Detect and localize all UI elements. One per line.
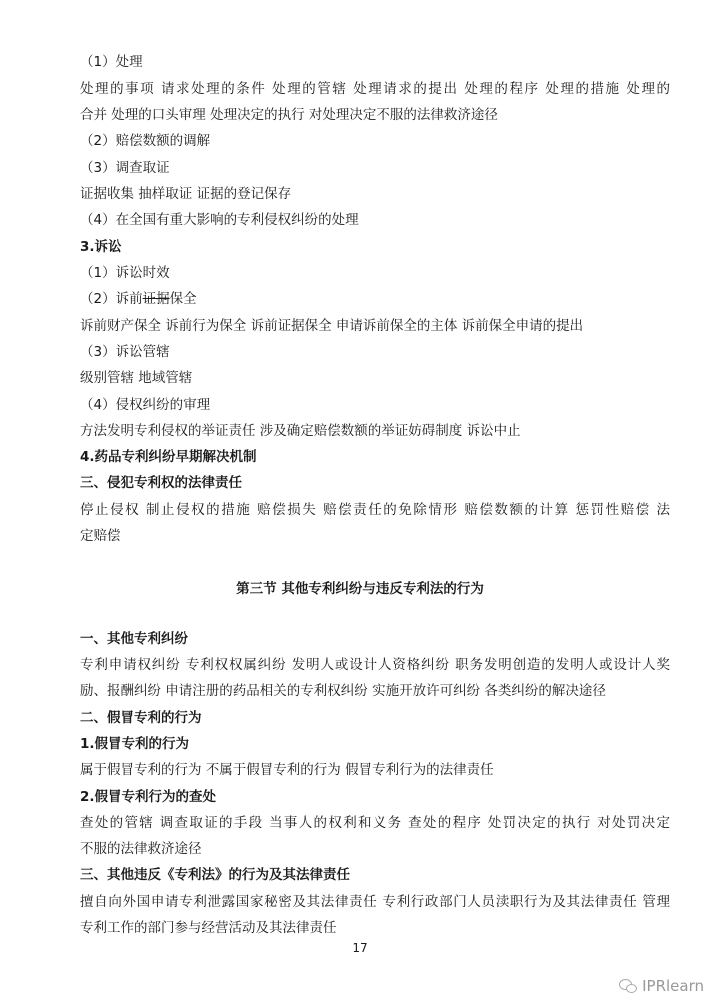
handling-topics-line1: 处理的事项 请求处理的条件 处理的管辖 处理请求的提出 处理的程序 处理的措施 处理的 <box>80 81 670 97</box>
watermark-text: IPRlearn <box>642 977 704 995</box>
liability-topics-line1: 停止侵权 制止侵权的措施 赔偿损失 赔偿责任的免除情形 赔偿数额的计算 惩罚性赔偿 法 <box>80 502 670 518</box>
investigation-topics: 证据收集 抽样取证 证据的登记保存 <box>80 186 292 202</box>
heading-litigation: 3.诉讼 <box>80 239 122 255</box>
item-trial: （4）侵权纠纷的审理 <box>80 397 211 413</box>
handling-topics-line2: 合并 处理的口头审理 处理决定的执行 对处理决定不服的法律救济途径 <box>80 107 498 123</box>
item-pre-litigation-preservation <box>80 290 670 308</box>
preservation-suffix: 保全 <box>169 291 197 307</box>
counterfeit-investigation-line1: 查处的管辖 调查取证的手段 当事人的权利和义务 查处的程序 处罚决定的执行 对处罚决定 <box>80 815 670 831</box>
other-disputes-line2: 励、报酬纠纷 申请注册的药品相关的专利权纠纷 实施开放许可纠纷 各类纠纷的解决途径 <box>80 683 606 699</box>
struck-text: 证据 <box>142 291 170 307</box>
watermark <box>619 977 704 995</box>
item-compensation-mediation: （2）赔偿数额的调解 <box>80 133 211 149</box>
heading-counterfeit: 二、假冒专利的行为 <box>80 710 202 726</box>
item-handling: （1）处理 <box>80 54 143 70</box>
counterfeit-investigation-line2: 不服的法律救济途径 <box>80 841 202 857</box>
heading-counterfeit-investigation: 2.假冒专利行为的查处 <box>80 789 217 805</box>
counterfeit-acts-topics: 属于假冒专利的行为 不属于假冒专利的行为 假冒专利行为的法律责任 <box>80 762 494 778</box>
item-jurisdiction: （3）诉讼管辖 <box>80 344 170 360</box>
trial-topics: 方法发明专利侵权的举证责任 涉及确定赔偿数额的举证妨碍制度 诉讼中止 <box>80 423 521 439</box>
other-violations-line2: 专利工作的部门参与经营活动及其法律责任 <box>80 920 337 936</box>
heading-other-violations: 三、其他违反《专利法》的行为及其法律责任 <box>80 867 350 883</box>
jurisdiction-topics: 级别管辖 地域管辖 <box>80 370 193 386</box>
preservation-topics: 诉前财产保全 诉前行为保全 诉前证据保全 申请诉前保全的主体 诉前保全申请的提出 <box>80 318 584 334</box>
heading-counterfeit-acts: 1.假冒专利的行为 <box>80 736 190 752</box>
other-violations-line1: 擅自向外国申请专利泄露国家秘密及其法律责任 专利行政部门人员渎职行为及其法律责任 管理 <box>80 894 670 910</box>
item-limitation: （1）诉讼时效 <box>80 265 170 281</box>
heading-drug-patent: 4.药品专利纠纷早期解决机制 <box>80 449 257 465</box>
heading-other-disputes: 一、其他专利纠纷 <box>80 631 188 647</box>
liability-topics-line2: 定赔偿 <box>80 528 121 544</box>
section-title: 第三节 其他专利纠纷与违反专利法的行为 <box>236 581 484 597</box>
page-number: 17 <box>352 941 368 955</box>
item-investigation: （3）调查取证 <box>80 160 170 176</box>
item-major-dispute: （4）在全国有重大影响的专利侵权纠纷的处理 <box>80 212 359 228</box>
other-disputes-line1: 专利申请权纠纷 专利权权属纠纷 发明人或设计人资格纠纷 职务发明创造的发明人或设计人奖 <box>80 657 670 673</box>
preservation-prefix: （2）诉前 <box>80 291 143 307</box>
wechat-icon <box>619 979 637 993</box>
heading-liability: 三、侵犯专利权的法律责任 <box>80 475 242 491</box>
